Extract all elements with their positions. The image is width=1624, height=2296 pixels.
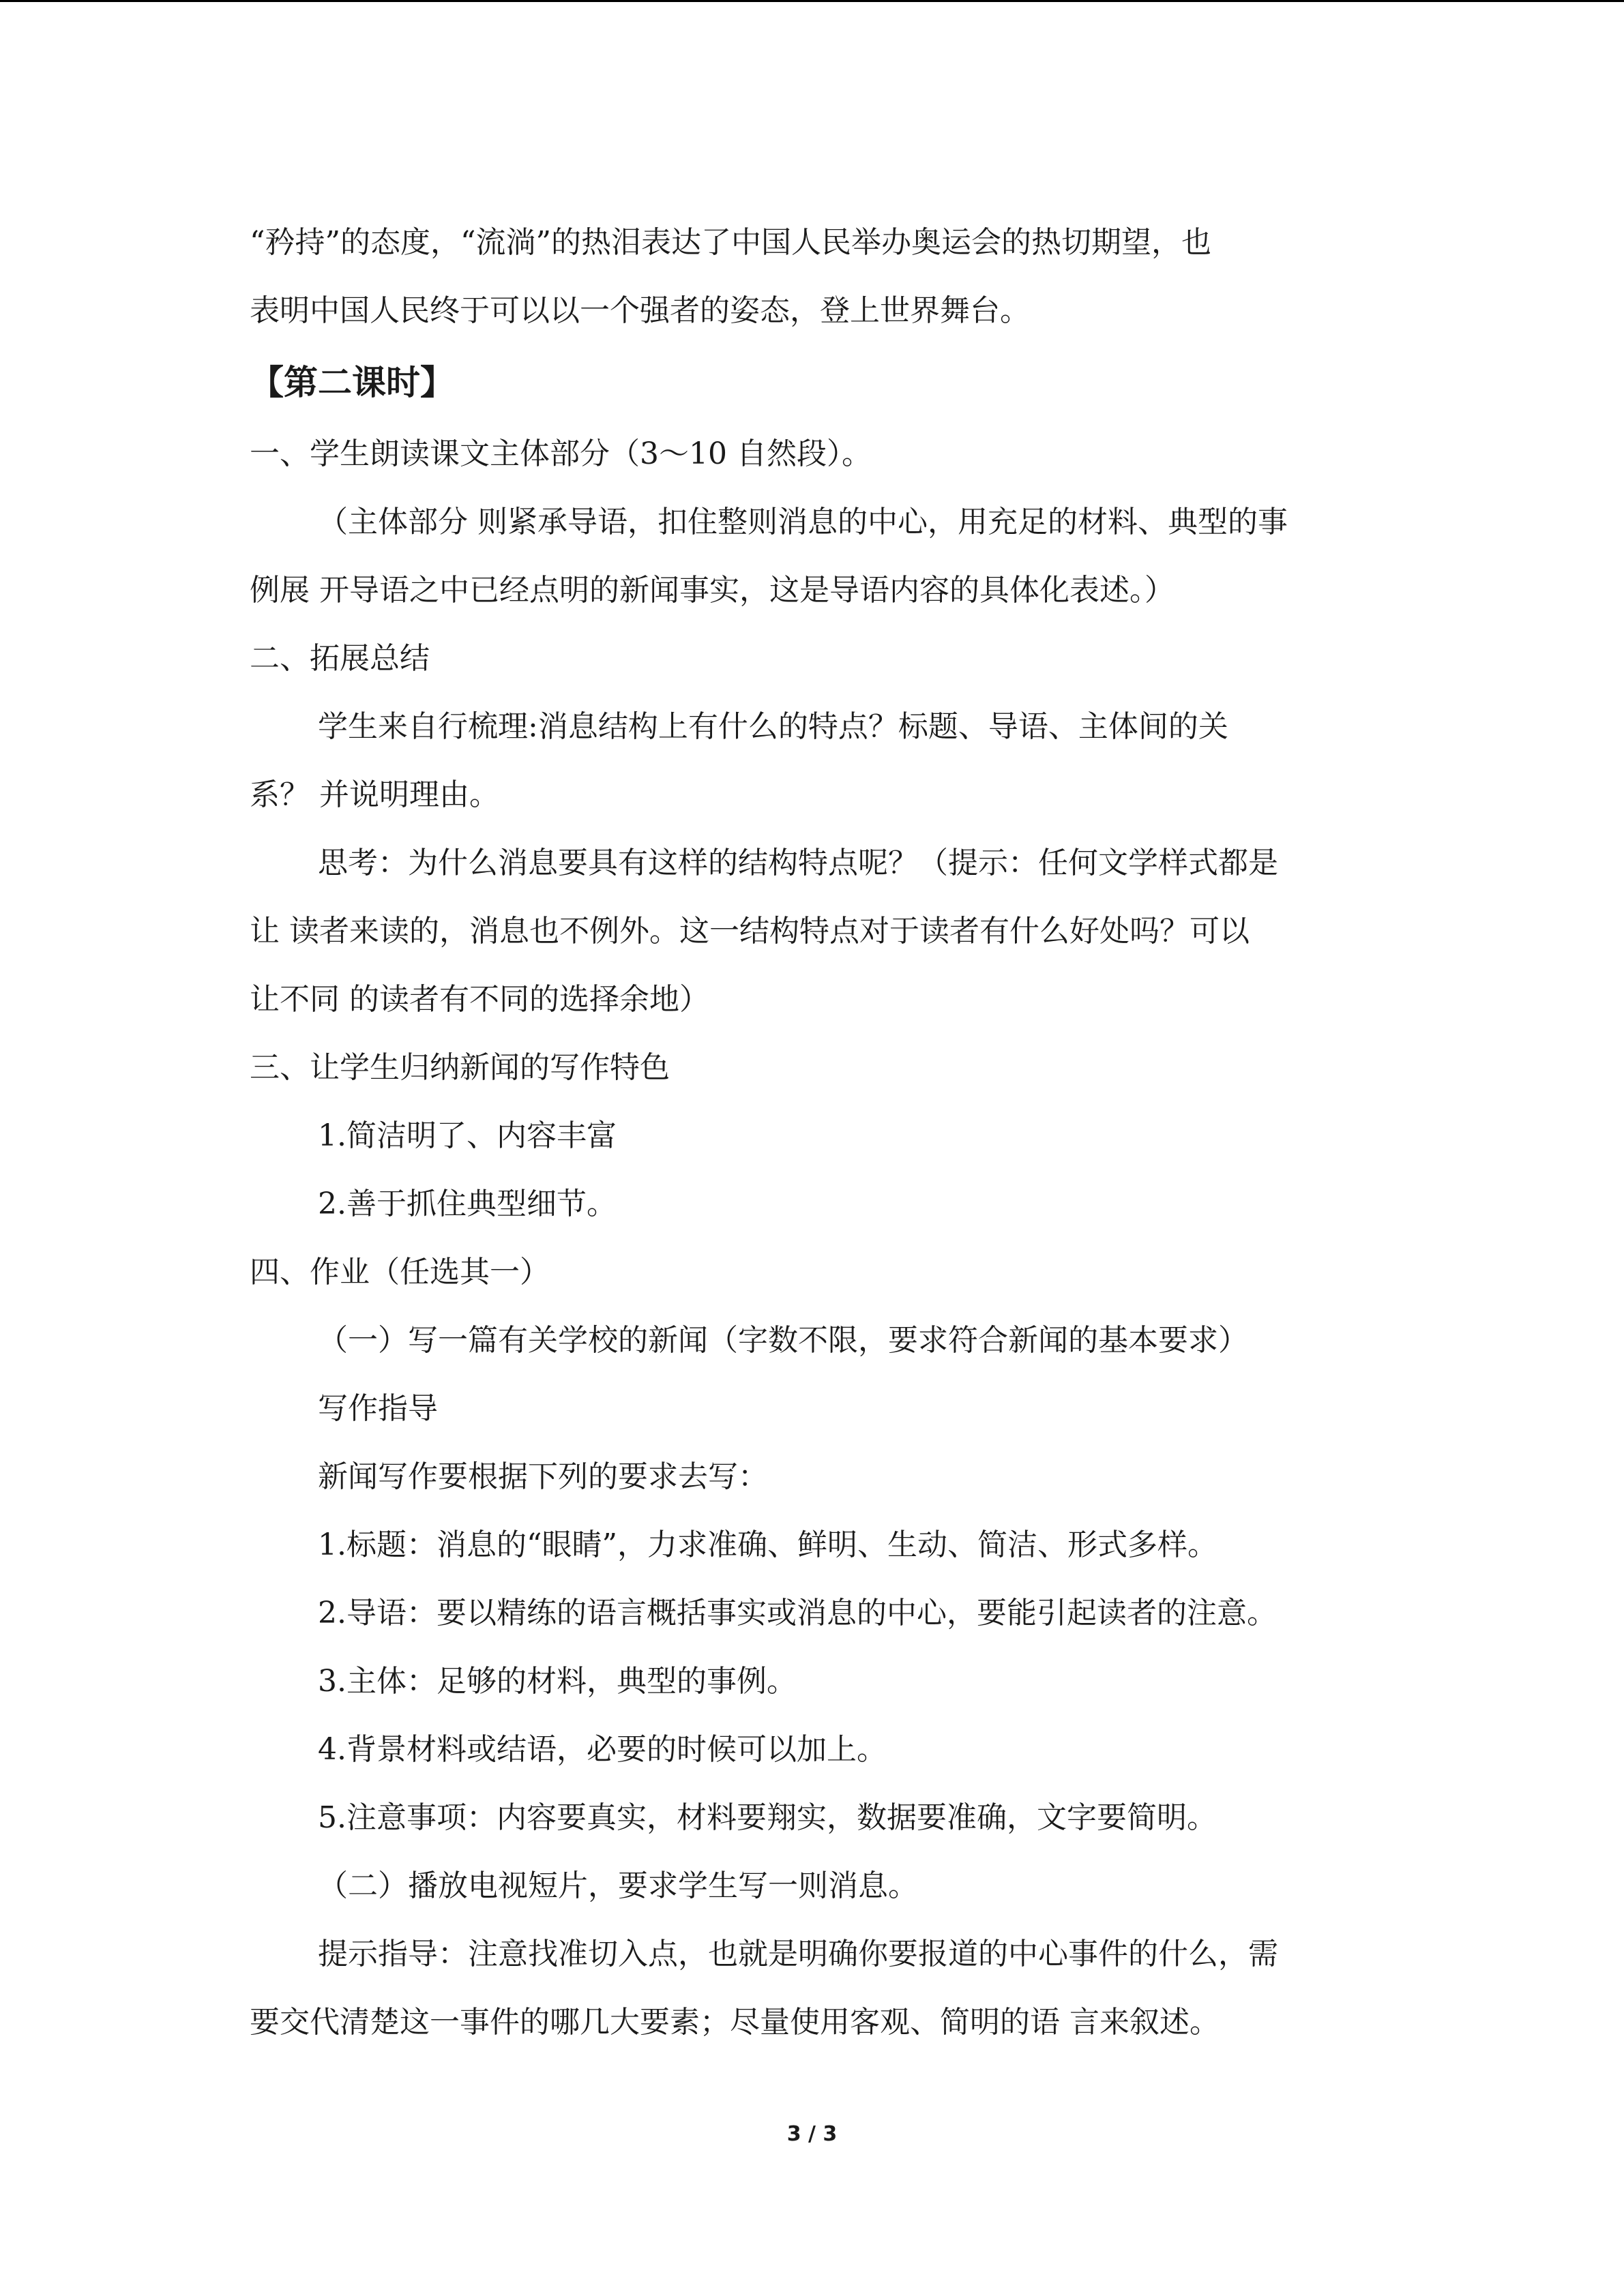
section-heading: 【第二课时】 <box>250 363 454 402</box>
paragraph-line: 让不同 的读者有不同的选择余地） <box>250 982 709 1017</box>
paragraph-line: 提示指导：注意找准切入点，也就是明确你要报道的中心事件的什么，需 <box>318 1937 1278 1971</box>
list-item: 3.主体：足够的材料，典型的事例。 <box>318 1664 797 1699</box>
paragraph-line: 让 读者来读的，消息也不例外。这一结构特点对于读者有什么好处吗？可以 <box>250 914 1250 949</box>
paragraph-line: 新闻写作要根据下列的要求去写： <box>318 1459 768 1494</box>
paragraph-line: 例展 开导语之中已经点明的新闻事实，这是导语内容的具体化表述。） <box>250 573 1175 608</box>
list-item: 1.简洁明了、内容丰富 <box>318 1118 617 1153</box>
list-item: 2.善于抓住典型细节。 <box>318 1187 617 1221</box>
section-title-2: 二、拓展总结 <box>250 641 430 676</box>
paragraph-line: （主体部分 则紧承导语，扣住整则消息的中心，用充足的材料、典型的事 <box>318 505 1288 539</box>
paragraph-line: 要交代清楚这一事件的哪几大要素；尽量使用客观、简明的语 言来叙述。 <box>250 2005 1220 2040</box>
top-border-line <box>0 0 1624 2</box>
list-item: 2.导语：要以精练的语言概括事实或消息的中心，要能引起读者的注意。 <box>318 1596 1277 1630</box>
section-title-1: 一、学生朗读课文主体部分（3～10 自然段）。 <box>250 436 872 471</box>
paragraph-line: 写作指导 <box>318 1391 438 1426</box>
paragraph-line: （一）写一篇有关学校的新闻（字数不限，要求符合新闻的基本要求） <box>318 1323 1248 1358</box>
paragraph-line: （二）播放电视短片，要求学生写一则消息。 <box>318 1868 918 1903</box>
paragraph-line: “矜持”的态度，“流淌”的热泪表达了中国人民举办奥运会的热切期望，也 <box>250 225 1211 260</box>
document-body <box>250 209 1382 2057</box>
list-item: 4.背景材料或结语，必要的时候可以加上。 <box>318 1732 887 1767</box>
list-item: 1.标题：消息的“眼睛”，力求准确、鲜明、生动、简洁、形式多样。 <box>318 1527 1217 1562</box>
paragraph-line: 学生来自行梳理:消息结构上有什么的特点？标题、导语、主体间的关 <box>318 709 1228 744</box>
paragraph-line: 系？ 并说明理由。 <box>250 777 499 812</box>
section-title-4: 四、作业（任选其一） <box>250 1255 550 1289</box>
section-title-3: 三、让学生归纳新闻的写作特色 <box>250 1050 670 1085</box>
paragraph-line: 表明中国人民终于可以以一个强者的姿态，登上世界舞台。 <box>250 293 1030 328</box>
page-number: 3 / 3 <box>786 2122 838 2146</box>
list-item: 5.注意事项：内容要真实，材料要翔实，数据要准确，文字要简明。 <box>318 1800 1217 1835</box>
paragraph-line: 思考：为什么消息要具有这样的结构特点呢？（提示：任何文学样式都是 <box>318 846 1278 880</box>
